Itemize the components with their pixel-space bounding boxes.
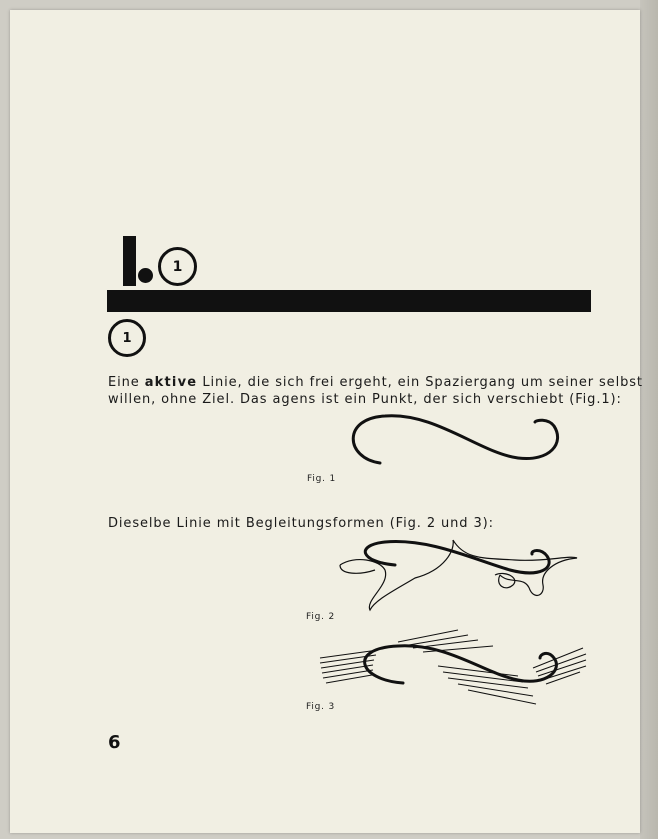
figure-1-drawing (340, 408, 570, 473)
figure-3-caption: Fig. 3 (306, 702, 335, 712)
heading-rule (107, 290, 591, 312)
paragraph1-line1-start: Eine (108, 375, 145, 390)
paragraph1-line1 (108, 374, 643, 391)
subsection-number: 1 (122, 330, 132, 346)
section-number: 1 (172, 258, 183, 275)
heading-numeral-bar (123, 236, 136, 286)
book-spine-edge (640, 0, 658, 839)
figure-2-drawing (335, 530, 585, 615)
figure-2-caption: Fig. 2 (306, 612, 335, 622)
paragraph1-line2: willen, ohne Ziel. Das agens ist ein Punkt, der sich verschiebt (Fig.1): (108, 392, 622, 407)
paragraph1-line1-end: Linie, die sich frei ergeht, ein Spaziergang um seiner selbst (197, 375, 643, 390)
figure-3-drawing (318, 628, 588, 708)
subsection-number-circle (108, 319, 146, 357)
page-number: 6 (108, 732, 121, 753)
paragraph1-bold-word: aktive (144, 375, 198, 390)
figure-1-caption: Fig. 1 (307, 474, 336, 484)
paragraph2: Dieselbe Linie mit Begleitungsformen (Fig. 2 und 3): (108, 516, 494, 531)
section-number-circle (158, 247, 197, 286)
heading-numeral-dot (138, 268, 153, 283)
